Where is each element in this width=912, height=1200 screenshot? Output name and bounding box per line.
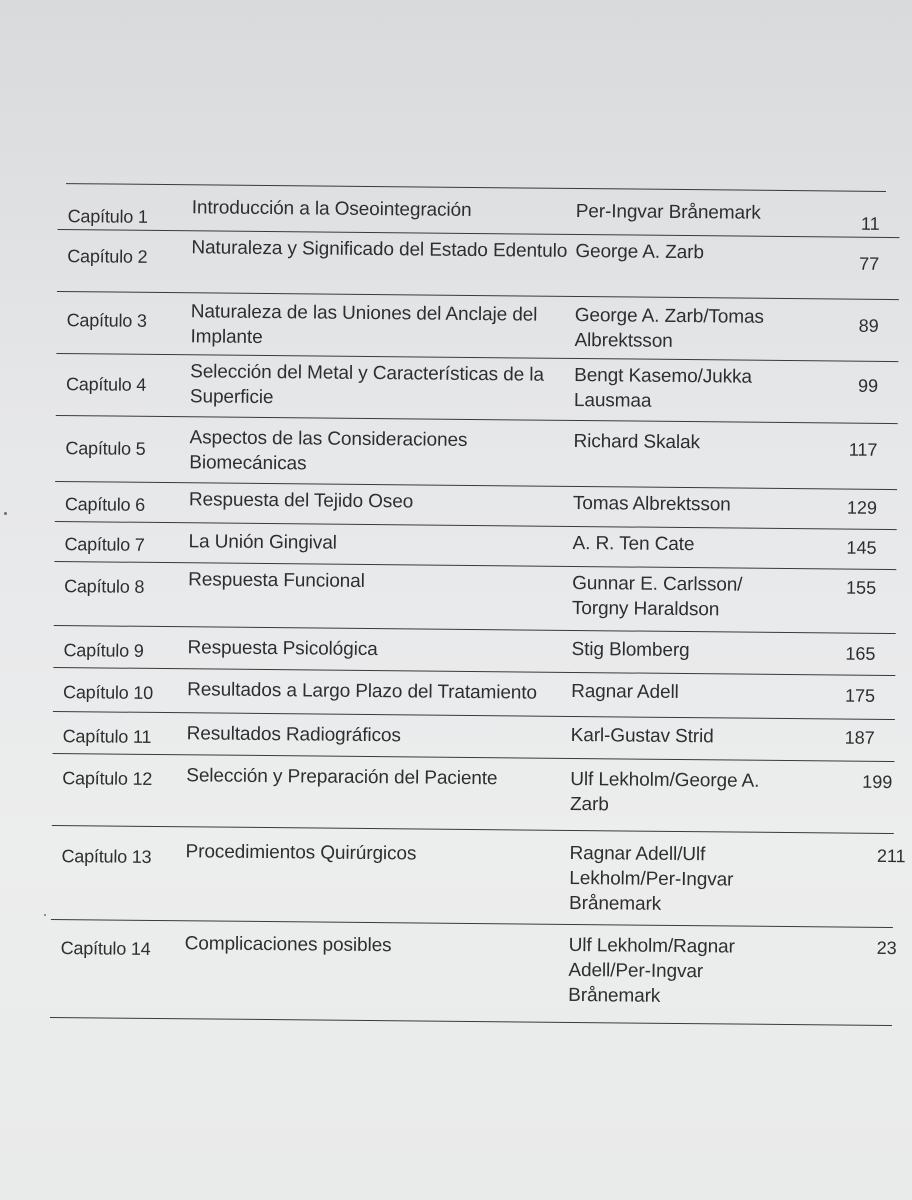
chapter-label: Capítulo 12 [62, 768, 153, 789]
toc-row-8 [54, 562, 897, 634]
paper-speck [44, 914, 46, 916]
toc-row-12 [52, 754, 895, 834]
chapter-page: 175 [844, 685, 876, 706]
chapter-author: Karl-Gustav Strid [570, 724, 714, 748]
chapter-title: Resultados Radiográficos [186, 723, 401, 747]
chapter-page: 99 [857, 375, 879, 396]
chapter-label: Capítulo 7 [64, 534, 145, 555]
toc-row-1 [58, 184, 900, 238]
toc-row-4 [56, 354, 899, 424]
toc-row-3 [56, 292, 899, 362]
chapter-page: 117 [848, 439, 878, 460]
paper-speck [4, 512, 7, 515]
chapter-label: Capítulo 9 [63, 640, 144, 661]
chapter-page: 145 [846, 537, 877, 558]
chapter-title: Respuesta Funcional [188, 569, 365, 592]
chapter-title: La Unión Gingival [188, 531, 337, 554]
chapter-label: Capítulo 11 [62, 726, 152, 747]
chapter-author: George A. Zarb [575, 240, 704, 264]
chapter-label: Capítulo 2 [67, 246, 148, 267]
chapter-author: Ulf Lekholm/Ragnar Adell/Per-Ingvar Brånemark [568, 934, 735, 1007]
chapter-label: Capítulo 10 [63, 682, 154, 703]
chapter-author: Richard Skalak [573, 430, 701, 454]
chapter-page: 187 [844, 727, 875, 748]
chapter-page: 23 [876, 937, 897, 959]
chapter-author: Ragnar Adell/Ulf Lekholm/Per-Ingvar Brånemark [569, 842, 734, 915]
chapter-title: Resultados a Largo Plazo del Tratamiento [187, 679, 538, 704]
chapter-page: 89 [858, 315, 879, 336]
chapter-title: Respuesta del Tejido Oseo [188, 489, 414, 513]
chapter-author: Ragnar Adell [571, 680, 679, 703]
table-of-contents [50, 183, 906, 1026]
chapter-page: 77 [859, 253, 880, 274]
toc-row-14 [50, 920, 897, 1026]
chapter-author: A. R. Ten Cate [572, 532, 695, 556]
chapter-author: Tomas Albrektsson [572, 492, 731, 516]
toc-row-5 [55, 416, 898, 490]
chapter-page: 199 [862, 771, 893, 793]
chapter-page: 165 [845, 643, 876, 664]
chapter-title: Aspectos de las Consideraciones Biomecánicas [189, 427, 468, 475]
chapter-label: Capítulo 1 [67, 206, 148, 227]
chapter-author: Bengt Kasemo/Jukka Lausmaa [573, 364, 753, 412]
chapter-label: Capítulo 4 [65, 374, 147, 395]
chapter-author: Ulf Lekholm/George A. Zarb [569, 768, 760, 816]
chapter-page: 11 [860, 213, 880, 234]
chapter-title: Naturaleza y Significado del Estado Edentulo [191, 237, 568, 262]
chapter-page: 155 [846, 577, 877, 598]
chapter-author: Gunnar E. Carlsson/ Torgny Haraldson [571, 572, 743, 621]
chapter-label: Capítulo 5 [65, 438, 146, 459]
chapter-label: Capítulo 3 [66, 310, 147, 331]
chapter-title: Complicaciones posibles [184, 933, 392, 957]
chapter-label: Capítulo 14 [60, 938, 151, 959]
chapter-label: Capítulo 8 [64, 576, 145, 597]
toc-row-2 [57, 230, 900, 300]
chapter-label: Capítulo 13 [61, 846, 152, 867]
chapter-label: Capítulo 6 [64, 494, 146, 515]
toc-row-13 [51, 826, 906, 928]
chapter-title: Selección y Preparación del Paciente [186, 765, 498, 790]
chapter-title: Respuesta Psicológica [187, 637, 378, 661]
chapter-title: Introducción a la Oseointegración [191, 197, 472, 221]
chapter-title: Naturaleza de las Uniones del Anclaje del Implante [190, 301, 538, 348]
chapter-title: Procedimientos Quirúrgicos [185, 841, 417, 865]
chapter-author: Per-Ingvar Brånemark [575, 200, 761, 224]
chapter-author: Stig Blomberg [571, 638, 690, 662]
chapter-title: Selección del Metal y Características de la Superficie [189, 361, 544, 409]
chapter-author: George A. Zarb/Tomas Albrektsson [574, 304, 765, 352]
chapter-page: 129 [846, 497, 878, 518]
chapter-page: 211 [876, 845, 906, 867]
